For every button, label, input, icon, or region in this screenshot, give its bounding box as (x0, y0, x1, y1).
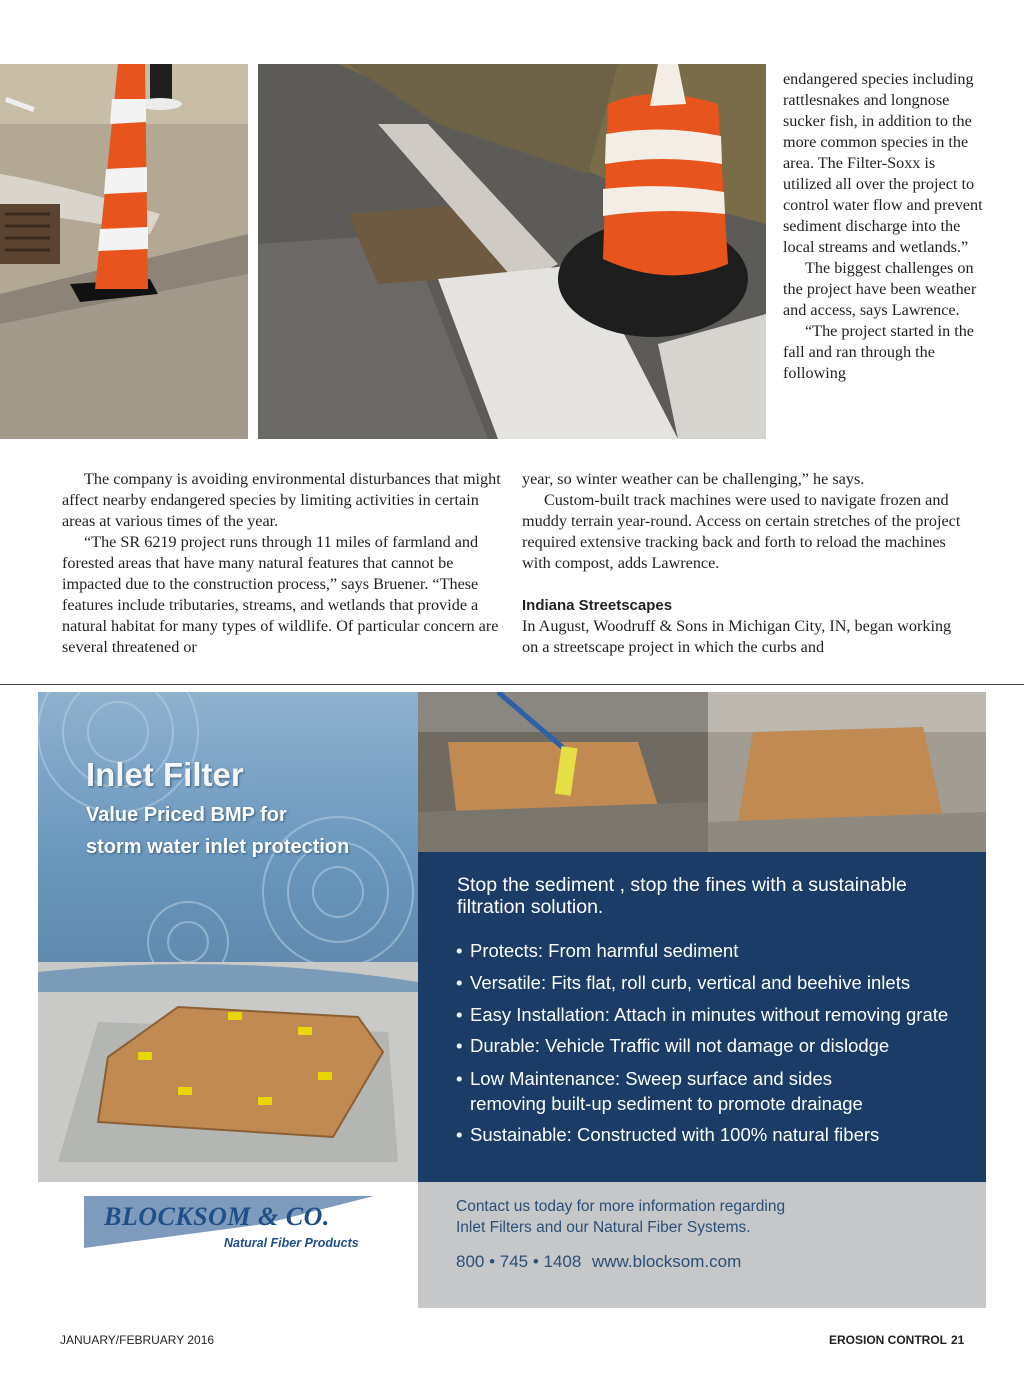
ad-phone: 800 • 745 • 1408 (456, 1252, 582, 1271)
ad-subtitle (86, 799, 349, 863)
ad-contact-panel (418, 1182, 986, 1308)
section-heading: Indiana Streetscapes (522, 597, 673, 614)
spacer (522, 574, 967, 595)
ad-feature-panel (418, 852, 986, 1182)
photo-traffic-cone-drain (0, 64, 248, 439)
paragraph: year, so winter weather can be challenging,” he says. (522, 470, 865, 488)
ad-headline-line: Stop the sediment , stop the fines with a sustainable (457, 874, 907, 896)
article-left-column (62, 469, 508, 658)
paragraph: In August, Woodruff & Sons in Michigan City, IN, began working on a streetscape project in which the curbs and (522, 617, 952, 656)
paragraph: The company is avoiding environmental disturbances that might affect nearby endangered species by limiting activities in certain areas at various times of the year. (62, 470, 501, 530)
ad-subtitle-line: storm water inlet protection (86, 836, 350, 858)
ad-headline (457, 874, 977, 918)
ad-website: www.blocksom.com (592, 1252, 742, 1271)
list-item: • Low Maintenance: Sweep surface and sides removing built-up sediment to promote drainage (456, 1068, 863, 1115)
ad-logo-area (38, 1182, 418, 1308)
contact-line: Contact us today for more information regarding (456, 1198, 786, 1215)
feature-text: Easy Installation: Attach in minutes without removing grate (470, 1003, 949, 1025)
divider (0, 684, 1024, 685)
list-item: • Durable: Vehicle Traffic will not damage or dislodge (456, 1035, 890, 1057)
ad-headline-line: filtration solution. (457, 896, 604, 918)
advertisement (38, 692, 986, 1308)
ad-subtitle-line: Value Priced BMP for (86, 804, 287, 826)
footer-magazine-title: EROSION CONTROL (829, 1333, 948, 1347)
list-item: • Versatile: Fits flat, roll curb, vertical and beehive inlets (456, 971, 911, 993)
list-item: • Protects: From harmful sediment (456, 940, 739, 961)
feature-text: Versatile: Fits flat, roll curb, vertical and beehive inlets (470, 971, 911, 993)
feature-text: Durable: Vehicle Traffic will not damage or dislodge (470, 1035, 890, 1057)
feature-text: Protects: From harmful sediment (470, 940, 739, 961)
paragraph: “The SR 6219 project runs through 11 miles of farmland and forested areas that have many natural features that cannot be impacted due to the construction process,” says Bruener. “These features include tributaries, streams, and wetlands that provide a natural habitat for many types of wildlife. Of particular concern are several threatened or (62, 533, 499, 656)
article-center-column (522, 469, 967, 658)
paragraph: The biggest challenges on the project have been weather and access, says Lawrence. (783, 259, 977, 319)
feature-text: Low Maintenance: Sweep surface and sides removing built-up sediment to promote drainage (470, 1068, 863, 1115)
paragraph: endangered species including rattlesnakes and longnose sucker fish, in addition to the more common species in the area. The Filter-Soxx is utilized all over the project to control water flow and prevent sediment discharge into the local streams and wetlands.” (783, 70, 983, 256)
photo-barrel-curb (258, 64, 766, 439)
ad-photo-installed-filter (708, 692, 986, 852)
ad-feature-list (456, 935, 956, 1151)
paragraph: Custom-built track machines were used to navigate frozen and muddy terrain year-round. Access on certain stretches of the project required extensive tracking back and forth to reload the machines with compost, adds Lawrence. (522, 491, 961, 572)
paragraph: “The project started in the fall and ran through the following (783, 322, 974, 382)
ad-photo-sweeping (418, 692, 708, 852)
feature-text: Sustainable: Constructed with 100% natural fibers (470, 1124, 880, 1146)
ad-title: Inlet Filter (86, 756, 244, 793)
footer-issue-date: JANUARY/FEBRUARY 2016 (60, 1333, 215, 1347)
ad-contact-text (456, 1196, 785, 1238)
article-right-column (783, 69, 983, 384)
list-item: • Easy Installation: Attach in minutes without removing grate (456, 1003, 949, 1025)
logo-name: BLOCKSOM & CO. (104, 1202, 330, 1231)
logo-tagline: Natural Fiber Products (224, 1236, 359, 1250)
list-item: • Sustainable: Constructed with 100% natural fibers (456, 1124, 880, 1146)
footer-page-number: 21 (951, 1333, 965, 1347)
contact-line: Inlet Filters and our Natural Fiber Systems. (456, 1219, 751, 1236)
